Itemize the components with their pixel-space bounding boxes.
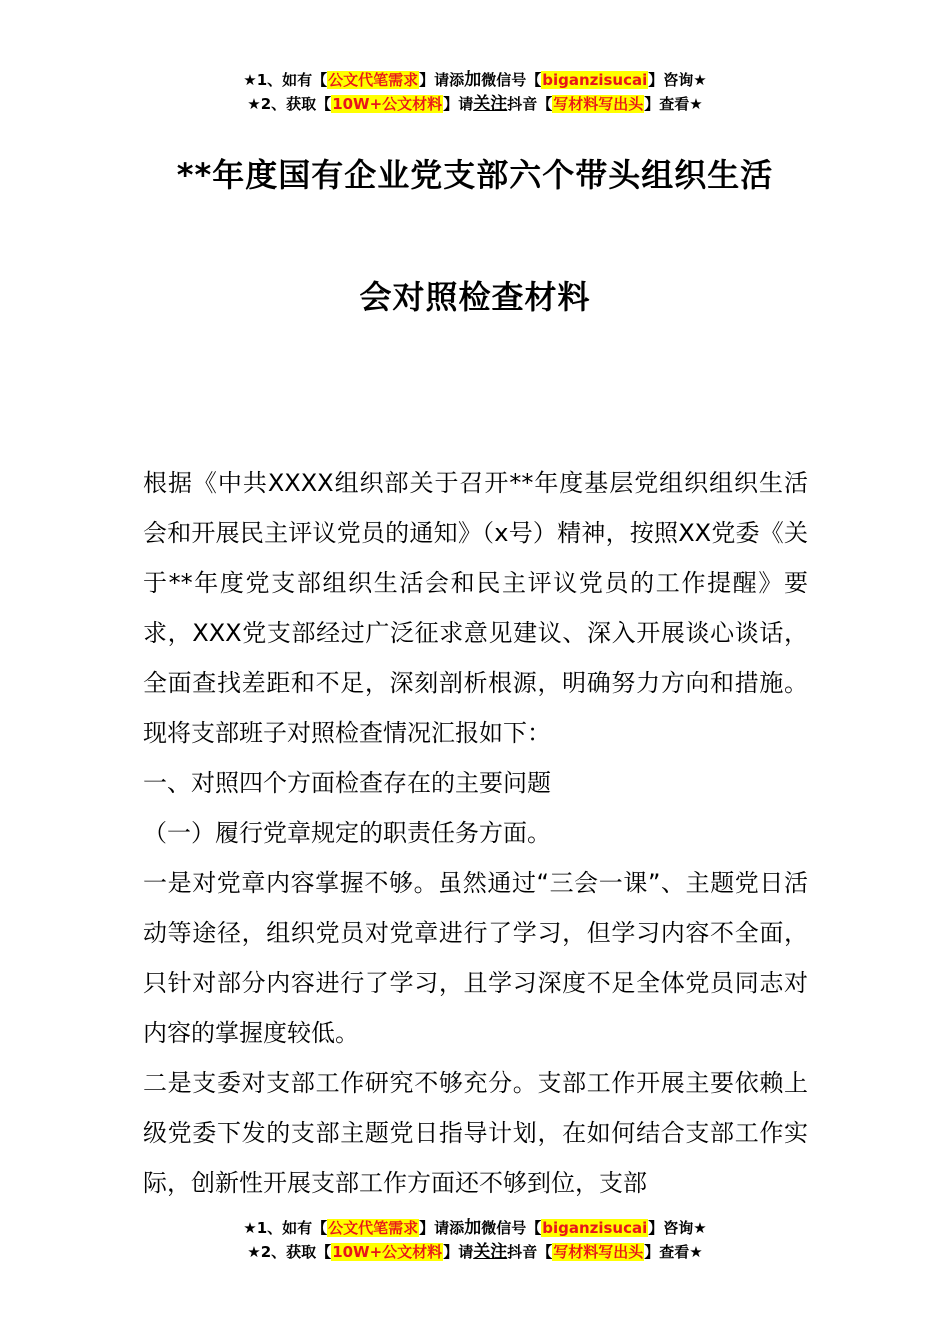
- document-title-line-1: **年度国有企业党支部六个带头组织生活: [176, 156, 774, 194]
- banner-highlight: biganzisucai: [542, 71, 648, 89]
- intro-paragraph: 根据《中共XXXX组织部关于召开**年度基层党组织组织生活会和开展民主评议党员的通知》（x号）精神，按照XX党委《关于**年度党支部组织生活会和民主评议党员的工作提醒》要求，XXX党支部经过广泛征求意见建议、深入开展谈心谈话，全面查找差距和不足，深刻剖析根源，明确努力方向和措施。现将支部班子对照检查情况汇报如下：: [143, 469, 808, 747]
- document-body: [143, 458, 808, 1208]
- banner-highlight: biganzisucai: [542, 1219, 648, 1237]
- document-title-line-2: 会对照检查材料: [359, 278, 591, 316]
- banner-highlight: 写材料写出头: [553, 1243, 644, 1261]
- footer-banner: [0, 1216, 950, 1264]
- banner-line-2: ★2、获取【10W+公文材料】请关注抖音【写材料写出头】查看★: [247, 1242, 703, 1262]
- body-paragraph: 二是支委对支部工作研究不够充分。支部工作开展主要依赖上级党委下发的支部主题党日指导计划，在如何结合支部工作实际，创新性开展支部工作方面还不够到位，支部: [143, 1069, 808, 1197]
- subsection-heading: （一）履行党章规定的职责任务方面。: [143, 819, 551, 847]
- banner-line-1: ★1、如有【公文代笔需求】请添加微信号【biganzisucai】咨询★: [243, 1218, 707, 1238]
- body-paragraph: 一是对党章内容掌握不够。虽然通过“三会一课”、主题党日活动等途径，组织党员对党章进行了学习，但学习内容不全面，只针对部分内容进行了学习，且学习深度不足全体党员同志对内容的掌握度较低。: [143, 869, 808, 1047]
- banner-highlight: 写材料写出头: [553, 95, 644, 113]
- banner-highlight: 10W+公文材料: [332, 95, 443, 113]
- banner-highlight: 公文代笔需求: [328, 71, 419, 89]
- header-banner: [0, 68, 950, 116]
- banner-highlight: 公文代笔需求: [328, 1219, 419, 1237]
- banner-line-2: ★2、获取【10W+公文材料】请关注抖音【写材料写出头】查看★: [247, 94, 703, 114]
- banner-highlight: 10W+公文材料: [332, 1243, 443, 1261]
- banner-line-1: ★1、如有【公文代笔需求】请添加微信号【biganzisucai】咨询★: [243, 70, 707, 90]
- section-heading: 一、对照四个方面检查存在的主要问题: [143, 769, 551, 797]
